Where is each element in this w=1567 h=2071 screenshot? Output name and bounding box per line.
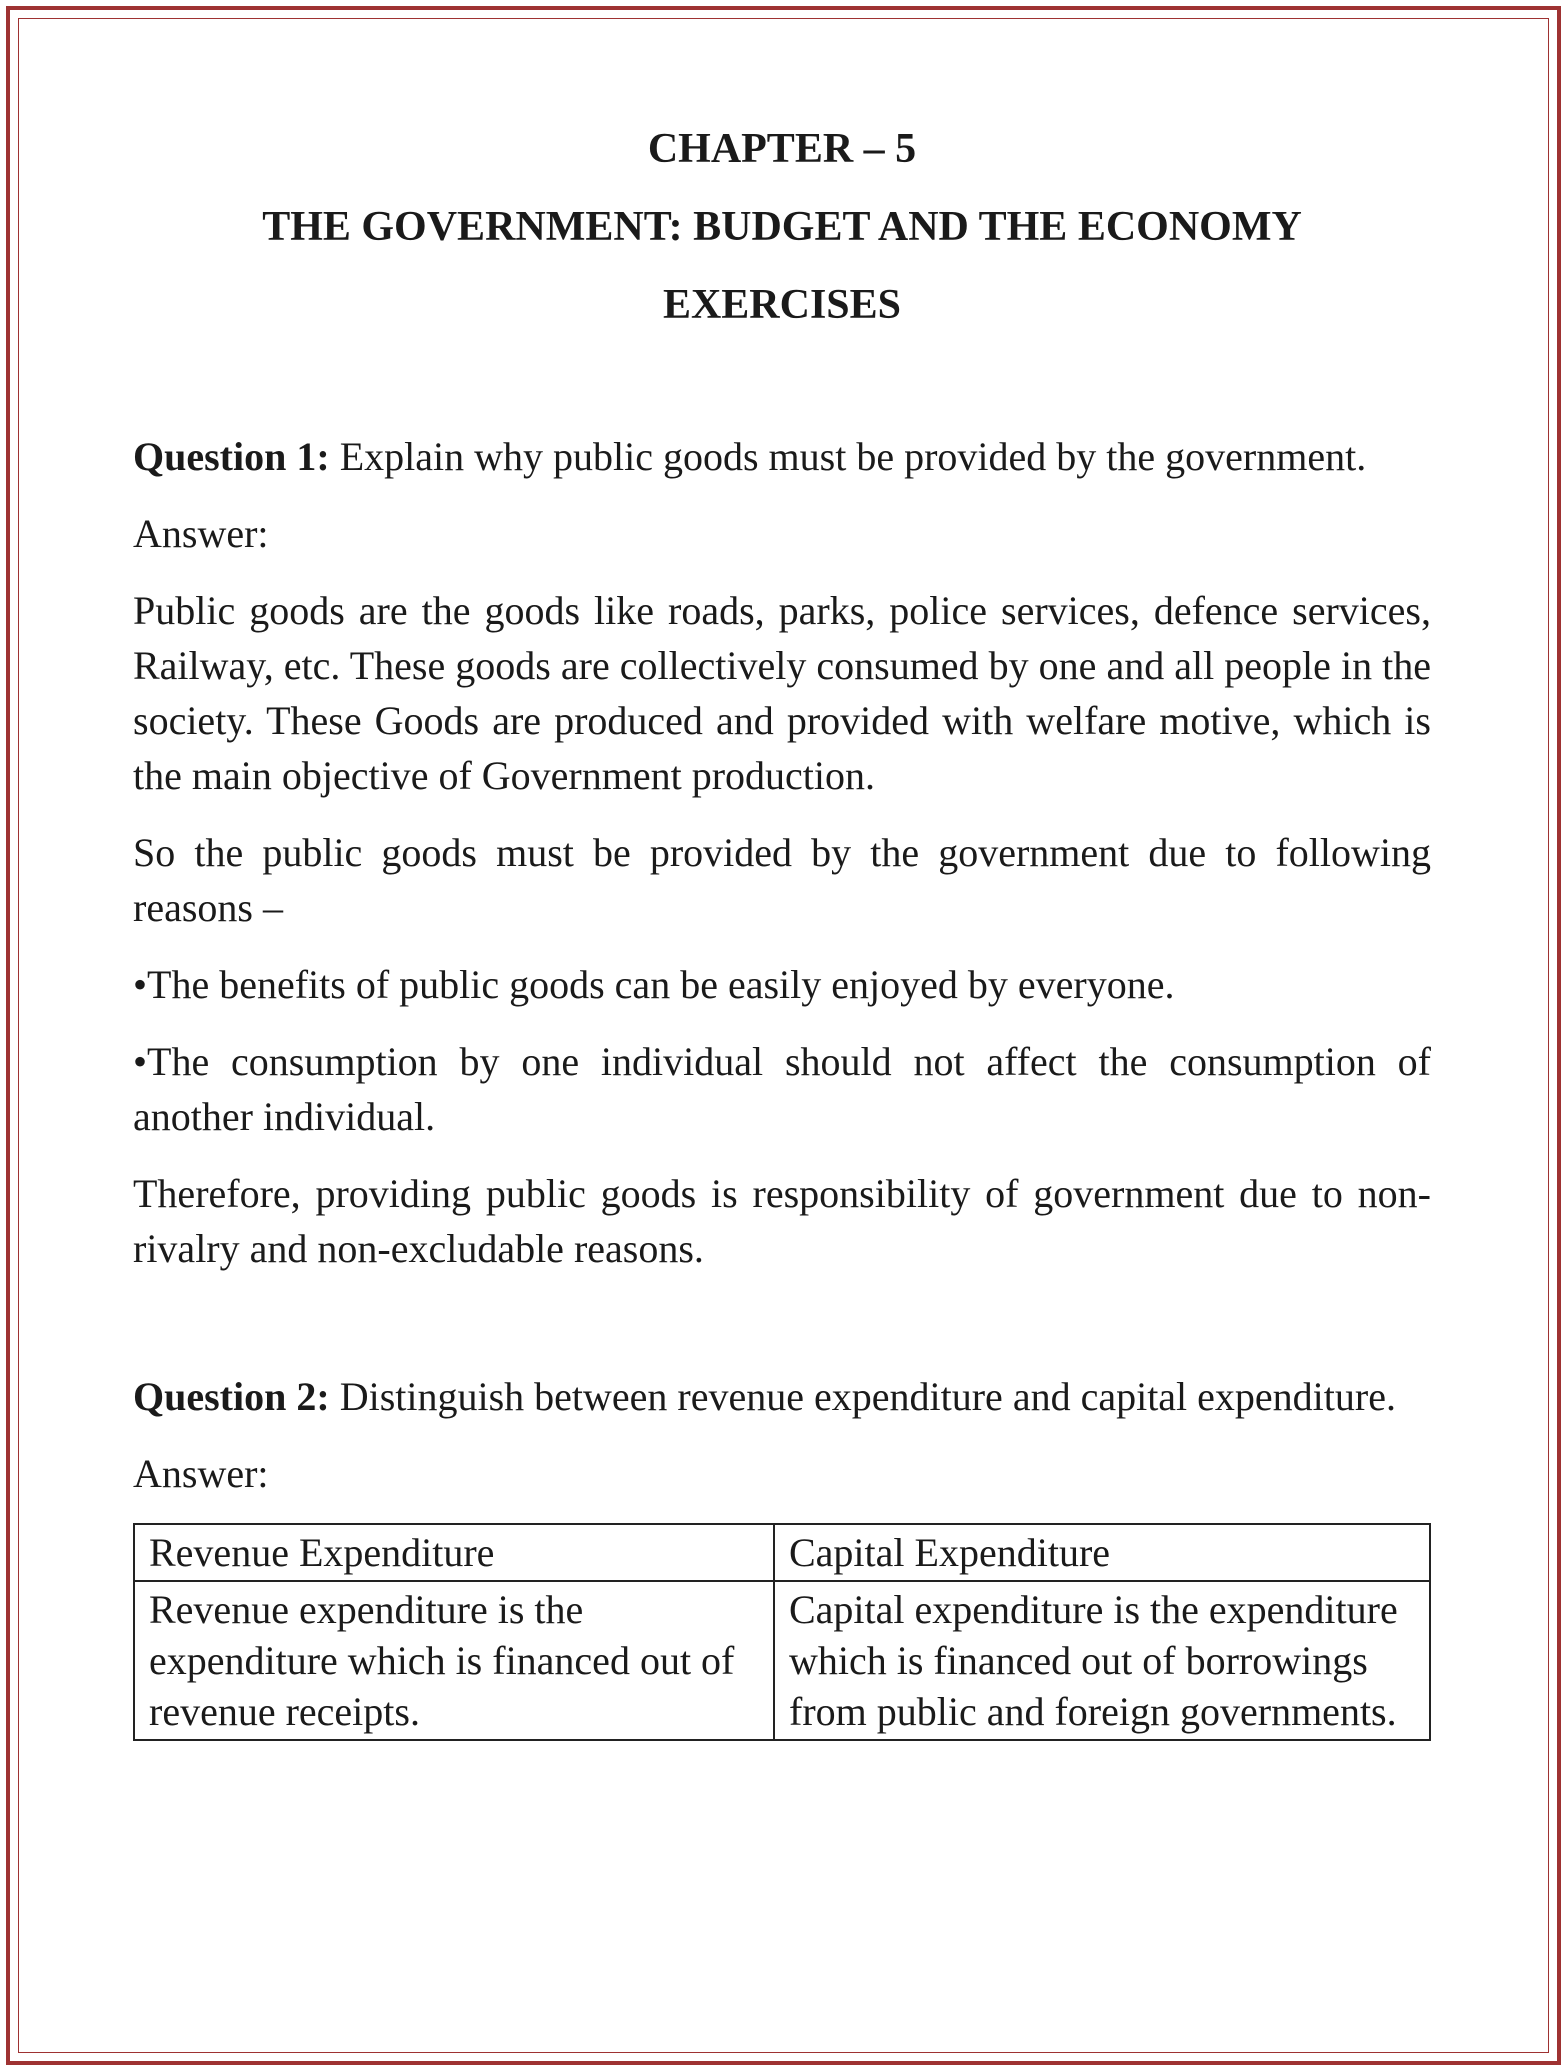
answer-1-paragraph-1: Public goods are the goods like roads, parks, police services, defence services, Railway, etc. These goods are collectively consumed by one and all people in the society. These Goods are produced and provided with welfare motive, which is the main objective of Government production. xyxy=(133,588,1431,798)
table-header-row xyxy=(134,1524,1430,1581)
table-header-revenue: Revenue Expenditure xyxy=(134,1524,774,1581)
table-row xyxy=(134,1581,1430,1740)
answer-2-label: Answer: xyxy=(133,1451,269,1496)
answer-1-bullet-2: •The consumption by one individual should not affect the consumption of another individual. xyxy=(133,1039,1431,1139)
exercises-heading: EXERCISES xyxy=(662,282,902,328)
question-2 xyxy=(133,1369,1431,1424)
question-2-label: Question 2: xyxy=(133,1374,330,1419)
question-1 xyxy=(133,429,1431,484)
answer-1-bullet-1: •The benefits of public goods can be easily enjoyed by everyone. xyxy=(133,962,1175,1007)
answer-1-conclusion: Therefore, providing public goods is responsibility of government due to non-rivalry and non-excludable reasons. xyxy=(133,1171,1431,1271)
table-cell-revenue-definition: Revenue expenditure is the expenditure which is financed out of revenue receipts. xyxy=(134,1581,774,1740)
question-1-text: Explain why public goods must be provided by the government. xyxy=(329,434,1367,479)
table-header-capital: Capital Expenditure xyxy=(774,1524,1430,1581)
table-cell-capital-definition: Capital expenditure is the expenditure which is financed out of borrowings from public and foreign governments. xyxy=(774,1581,1430,1740)
question-2-text: Distinguish between revenue expenditure and capital expenditure. xyxy=(329,1374,1396,1419)
chapter-title: THE GOVERNMENT: BUDGET AND THE ECONOMY xyxy=(262,204,1302,250)
expenditure-comparison-table xyxy=(133,1523,1431,1741)
question-1-label: Question 1: xyxy=(133,434,330,479)
answer-1-paragraph-2: So the public goods must be provided by the government due to following reasons – xyxy=(133,830,1431,930)
answer-1-label: Answer: xyxy=(133,511,269,556)
document-page xyxy=(133,128,1431,1741)
chapter-heading: CHAPTER – 5 xyxy=(647,126,917,172)
